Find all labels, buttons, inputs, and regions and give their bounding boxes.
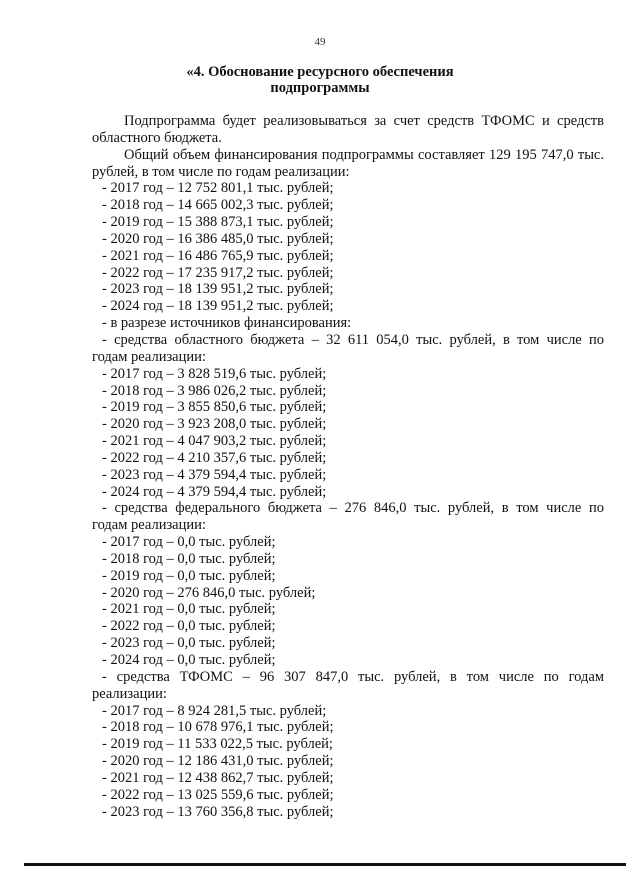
- federal-year-item: - 2021 год – 0,0 тыс. рублей;: [102, 601, 276, 618]
- tfoms-year-item: - 2019 год – 11 533 022,5 тыс. рублей;: [102, 736, 333, 753]
- total-year-item: - 2019 год – 15 388 873,1 тыс. рублей;: [102, 214, 334, 231]
- document-body: [92, 113, 604, 820]
- regional-year-item: - 2024 год – 4 379 594,4 тыс. рублей;: [102, 483, 327, 500]
- intro-paragraph-line: областного бюджета.: [92, 129, 222, 146]
- regional-year-item: - 2018 год – 3 986 026,2 тыс. рублей;: [102, 382, 327, 399]
- federal-year-item: - 2018 год – 0,0 тыс. рублей;: [102, 550, 276, 567]
- regional-year-item: - 2023 год – 4 379 594,4 тыс. рублей;: [102, 466, 327, 483]
- tfoms-year-item: - 2022 год – 13 025 559,6 тыс. рублей;: [102, 786, 334, 803]
- regional-year-item: - 2022 год – 4 210 357,6 тыс. рублей;: [102, 449, 327, 466]
- federal-year-item: - 2022 год – 0,0 тыс. рублей;: [102, 618, 276, 635]
- section-heading: [0, 64, 640, 96]
- tfoms-year-item: - 2021 год – 12 438 862,7 тыс. рублей;: [102, 769, 334, 786]
- federal-budget-line: годам реализации:: [92, 517, 206, 534]
- regional-budget-line: годам реализации:: [92, 348, 206, 365]
- total-year-item: - 2021 год – 16 486 765,9 тыс. рублей;: [102, 247, 334, 264]
- tfoms-year-item: - 2023 год – 13 760 356,8 тыс. рублей;: [102, 803, 334, 820]
- bottom-rule: [24, 863, 626, 866]
- tfoms-year-item: - 2018 год – 10 678 976,1 тыс. рублей;: [102, 719, 334, 736]
- total-year-item: - 2020 год – 16 386 485,0 тыс. рублей;: [102, 230, 334, 247]
- federal-year-item: - 2017 год – 0,0 тыс. рублей;: [102, 534, 276, 551]
- regional-year-item: - 2020 год – 3 923 208,0 тыс. рублей;: [102, 416, 327, 433]
- heading-line-1: «4. Обоснование ресурсного обеспечения: [186, 64, 454, 80]
- sources-intro: - в разрезе источников финансирования:: [102, 315, 352, 332]
- total-year-item: - 2017 год – 12 752 801,1 тыс. рублей;: [102, 180, 334, 197]
- total-year-item: - 2024 год – 18 139 951,2 тыс. рублей;: [102, 298, 334, 315]
- federal-budget-line: - средства федерального бюджета – 276 846,0 тыс. рублей, в том числе по: [102, 500, 604, 517]
- total-paragraph-line: рублей, в том числе по годам реализации:: [92, 163, 350, 180]
- total-year-item: - 2022 год – 17 235 917,2 тыс. рублей;: [102, 264, 334, 281]
- federal-year-item: - 2019 год – 0,0 тыс. рублей;: [102, 567, 276, 584]
- tfoms-year-item: - 2017 год – 8 924 281,5 тыс. рублей;: [102, 702, 327, 719]
- regional-budget-line: - средства областного бюджета – 32 611 054,0 тыс. рублей, в том числе по: [102, 331, 604, 348]
- tfoms-year-item: - 2020 год – 12 186 431,0 тыс. рублей;: [102, 753, 334, 770]
- total-year-item: - 2018 год – 14 665 002,3 тыс. рублей;: [102, 197, 334, 214]
- federal-year-item: - 2020 год – 276 846,0 тыс. рублей;: [102, 584, 316, 601]
- intro-paragraph-line: Подпрограмма будет реализовываться за счет средств ТФОМС и средств: [124, 113, 604, 129]
- total-year-item: - 2023 год – 18 139 951,2 тыс. рублей;: [102, 281, 334, 298]
- heading-line-2: подпрограммы: [270, 80, 370, 96]
- page-number: 49: [314, 36, 326, 48]
- federal-year-item: - 2024 год – 0,0 тыс. рублей;: [102, 652, 276, 668]
- regional-year-item: - 2019 год – 3 855 850,6 тыс. рублей;: [102, 399, 327, 416]
- federal-year-item: - 2023 год – 0,0 тыс. рублей;: [102, 635, 276, 652]
- total-paragraph-line: Общий объем финансирования подпрограммы составляет 129 195 747,0 тыс.: [124, 146, 604, 163]
- tfoms-funds-line: - средства ТФОМС – 96 307 847,0 тыс. рублей, в том числе по годам: [102, 668, 604, 685]
- regional-year-item: - 2017 год – 3 828 519,6 тыс. рублей;: [102, 365, 327, 382]
- regional-year-item: - 2021 год – 4 047 903,2 тыс. рублей;: [102, 433, 327, 450]
- tfoms-funds-line: реализации:: [92, 685, 167, 702]
